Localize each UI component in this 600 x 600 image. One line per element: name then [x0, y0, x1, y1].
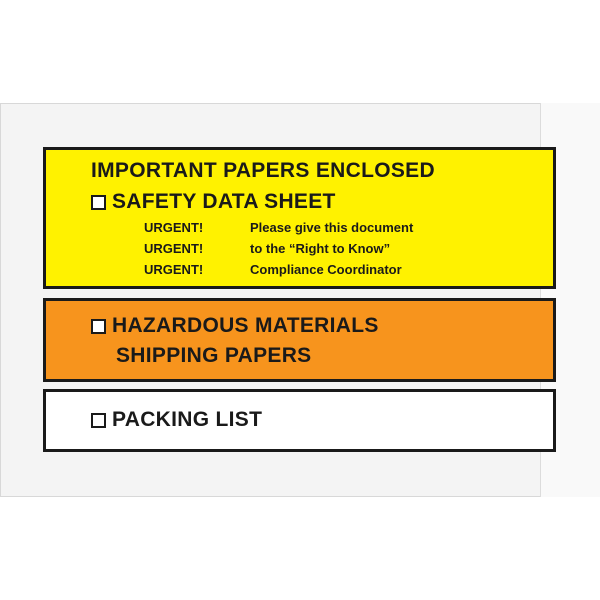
- hazardous-materials-checkbox[interactable]: [91, 319, 106, 334]
- urgent-text: Compliance Coordinator: [250, 262, 402, 277]
- urgent-tag: URGENT!: [144, 262, 204, 277]
- packing-list-row: [91, 408, 262, 432]
- safety-data-panel: [43, 147, 556, 289]
- hazardous-materials-row: [91, 314, 379, 338]
- safety-data-sheet-label: SAFETY DATA SHEET: [112, 190, 336, 213]
- urgent-tag: URGENT!: [144, 220, 204, 235]
- urgent-row: [144, 220, 413, 235]
- urgent-tag: URGENT!: [144, 241, 204, 256]
- urgent-text: Please give this document: [250, 220, 414, 235]
- urgent-row: [144, 241, 390, 256]
- packing-list-label: PACKING LIST: [112, 408, 263, 431]
- hazardous-materials-panel: [43, 298, 556, 382]
- packing-list-panel: [43, 389, 556, 452]
- important-papers-heading: IMPORTANT PAPERS ENCLOSED: [91, 159, 435, 182]
- shipping-papers-label: SHIPPING PAPERS: [116, 344, 312, 367]
- packing-list-checkbox[interactable]: [91, 413, 106, 428]
- safety-data-sheet-checkbox[interactable]: [91, 195, 106, 210]
- urgent-text: to the “Right to Know”: [250, 241, 391, 256]
- safety-data-sheet-row: [91, 190, 336, 214]
- urgent-row: [144, 262, 402, 277]
- hazardous-materials-label: HAZARDOUS MATERIALS: [112, 314, 379, 337]
